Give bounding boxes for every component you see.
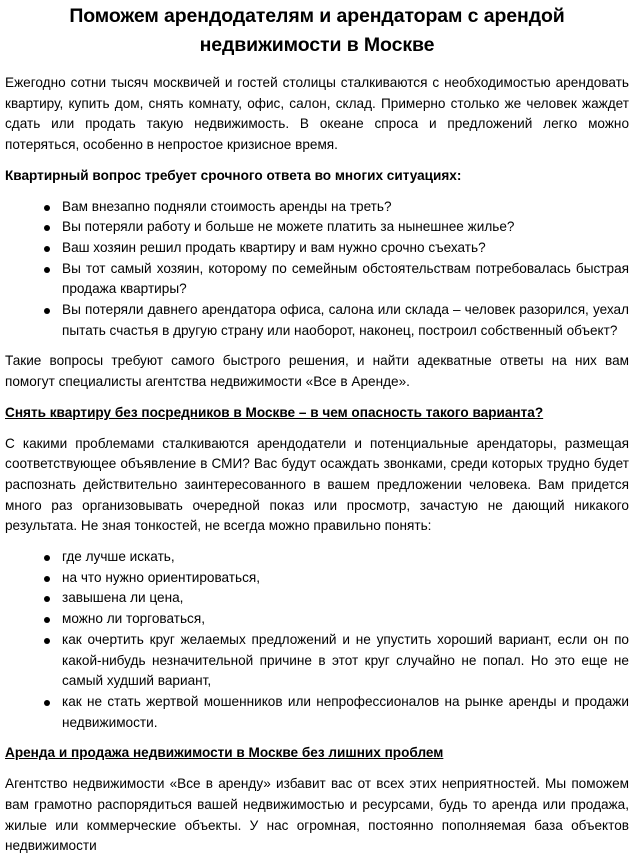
list-item-text: можно ли торговаться,	[62, 611, 205, 627]
bullet-icon	[44, 246, 50, 252]
list-item	[5, 692, 629, 733]
list-item-text: на что нужно ориентироваться,	[62, 569, 261, 585]
situations-list	[5, 197, 629, 342]
list-item	[5, 588, 629, 609]
section-heading-risks: Снять квартиру без посредников в Москве – в чем опасность такого варианта?	[5, 404, 544, 420]
list-item	[5, 609, 629, 630]
situations-conclusion: Такие вопросы требуют самого быстрого решения, и найти адекватные ответы на них вам помогут специалисты агентства недвижимости «Все в Аренде».	[5, 353, 629, 390]
page-title: Поможем арендодателям и арендаторам с арендой недвижимости в Москве	[69, 5, 565, 56]
list-item	[5, 547, 629, 568]
list-item-text: как не стать жертвой мошенников или непрофессионалов на рынке аренды и продажи недвижимости.	[62, 693, 629, 730]
section-text-agency: Агентство недвижимости «Все в аренду» избавит вас от всех этих неприятностей. Мы поможем вам грамотно распорядиться вашей недвижимостью и ресурсами, будь то аренда или продажа, жилые или коммерческие объекты. У нас огромная, постоянно пополняемая база объектов недвижимости	[5, 776, 629, 854]
bullet-icon	[44, 617, 50, 623]
bullet-icon	[44, 225, 50, 231]
intro-paragraph: Ежегодно сотни тысяч москвичей и гостей столицы сталкиваются с необходимостью арендовать квартиру, купить дом, снять комнату, офис, салон, склад. Примерно столько же человек жаждет сдать или продать такую недвижимость. В океане спроса и предложений легко можно потеряться, особенно в непростое кризисное время.	[5, 75, 629, 153]
list-item	[5, 259, 629, 300]
bullet-icon	[44, 555, 50, 561]
bullet-icon	[44, 638, 50, 644]
list-item	[5, 217, 629, 238]
bullet-icon	[44, 700, 50, 706]
list-item	[5, 630, 629, 692]
section-text-risks: С какими проблемами сталкиваются арендодатели и потенциальные арендаторы, размещая соответствующее объявление в СМИ? Вас будут осаждать звонками, среди которых трудно будет распознать действительно заинтересованного в вашем предложении человека. Вам придется много раз организовывать очередной показ или просмотр, зачастую не дающий никакого результата. Не зная тонкостей, не всегда можно правильно понять:	[5, 435, 629, 534]
risks-list	[5, 547, 629, 733]
bullet-icon	[44, 596, 50, 602]
list-item-text: Вам внезапно подняли стоимость аренды на треть?	[62, 198, 392, 214]
bullet-icon	[44, 205, 50, 211]
list-item-text: как очертить круг желаемых предложений и не упустить хороший вариант, если он по какой-нибудь незначительной причине в этот круг случайно не попал. Но это еще не самый худший вариант,	[62, 631, 629, 689]
list-item	[5, 300, 629, 341]
bullet-icon	[44, 267, 50, 273]
list-item-text: Вы тот самый хозяин, которому по семейным обстоятельствам потребовалась быстрая продажа квартиры?	[62, 260, 629, 297]
list-item	[5, 568, 629, 589]
list-item-text: Ваш хозяин решил продать квартиру и вам нужно срочно съехать?	[62, 239, 486, 255]
bullet-icon	[44, 576, 50, 582]
section-heading-agency: Аренда и продажа недвижимости в Москве без лишних проблем	[5, 745, 444, 761]
list-item-text: Вы потеряли давнего арендатора офиса, салона или склада – человек разорился, уехал пытать счастья в другую страну или наоборот, наконец, построил собственный объект?	[62, 302, 629, 338]
document-page	[5, 0, 629, 857]
list-item-text: завышена ли цена,	[62, 590, 184, 606]
list-item-text: где лучше искать,	[62, 549, 175, 565]
list-item	[5, 197, 629, 218]
bullet-icon	[44, 308, 50, 314]
list-item	[5, 238, 629, 259]
list-item-text: Вы потеряли работу и больше не можете платить за нынешнее жилье?	[62, 219, 515, 235]
situations-heading: Квартирный вопрос требует срочного ответа во многих ситуациях:	[5, 167, 462, 183]
